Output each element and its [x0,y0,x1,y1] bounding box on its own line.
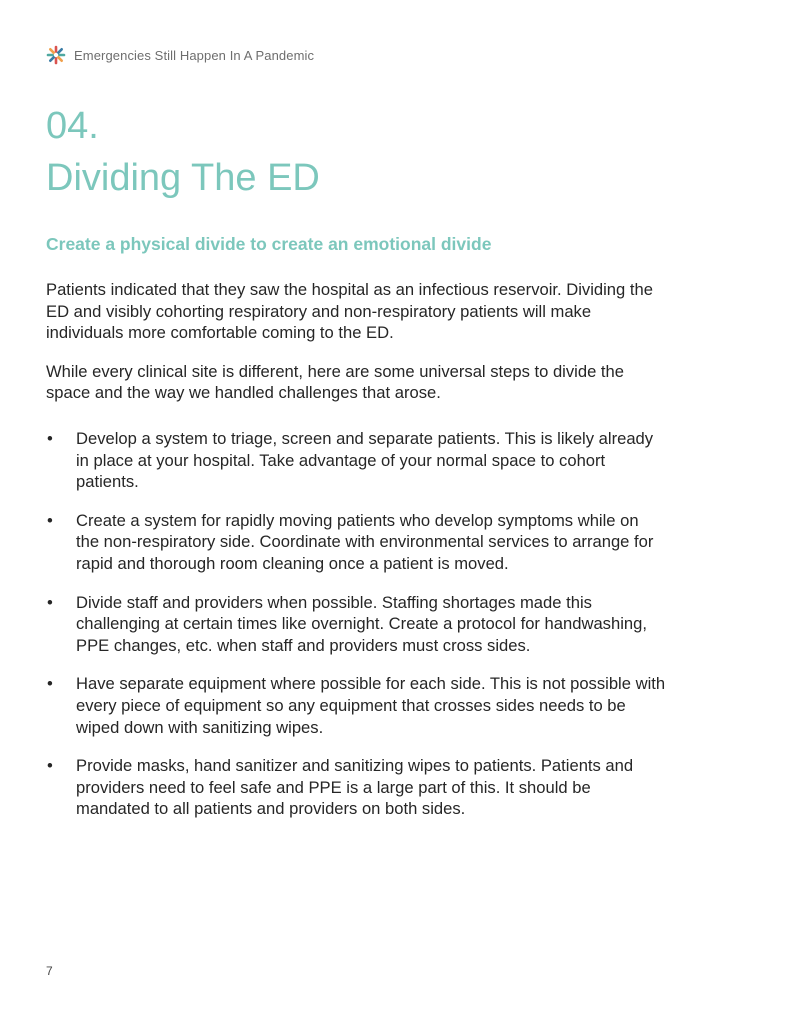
bullet-icon: • [47,428,53,448]
list-item [46,673,666,738]
chapter-heading [46,100,320,204]
list-item [46,428,666,493]
steps-list [46,428,666,820]
section-subheading: Create a physical divide to create an emotional divide [46,234,492,254]
running-header-title: Emergencies Still Happen In A Pandemic [74,47,315,63]
chapter-number: 04. [46,105,99,147]
bullet-icon: • [47,592,53,612]
chapter-title: Dividing The ED [46,157,320,199]
steps-intro-paragraph: While every clinical site is different, here are some universal steps to divide the space and the way we handled challenges that arose. [46,361,624,403]
page-number: 7 [46,964,53,978]
bullet-icon: • [47,674,53,694]
list-item-text: Create a system for rapidly moving patients who develop symptoms while on the non-respiratory side. Coordinate with environmental services to arrange for rapid and thorough room cleaning once a patient is moved. [76,510,654,573]
list-item-text: Provide masks, hand sanitizer and sanitizing wipes to patients. Patients and providers need to feel safe and PPE is a large part of this. It should be mandated to all patients and providers on both sides. [76,756,634,819]
body-content [46,279,666,837]
list-item [46,755,666,820]
list-item-text: Have separate equipment where possible for each side. This is not possible with every piece of equipment so any equipment that crosses sides needs to be wiped down with sanitizing wipes. [76,674,666,737]
page-header [46,45,314,65]
list-item [46,592,666,657]
bullet-icon: • [47,756,53,776]
medical-snowflake-logo-icon [46,45,66,65]
list-item-text: Develop a system to triage, screen and separate patients. This is likely already in place at your hospital. Take advantage of your normal space to cohort patients. [76,428,654,492]
list-item [46,510,666,575]
intro-paragraph: Patients indicated that they saw the hospital as an infectious reservoir. Dividing the ED and visibly cohorting respiratory and non-respiratory patients will make individuals more comfortable coming to the ED. [46,280,653,343]
list-item-text: Divide staff and providers when possible. Staffing shortages made this challenging at certain times like overnight. Create a protocol for handwashing, PPE changes, etc. when staff and providers must cross sides. [76,592,647,655]
bullet-icon: • [47,510,53,530]
